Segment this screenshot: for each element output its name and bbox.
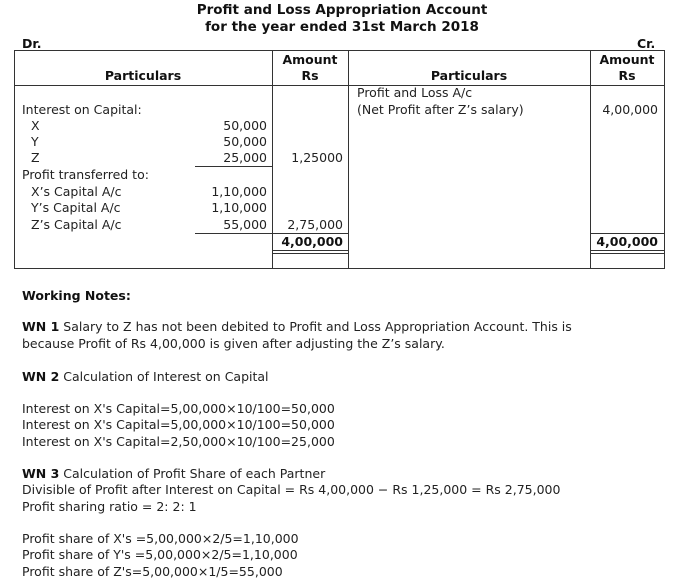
interest-calculation-line: Interest on X's Capital=2,50,000×10/100=25,000: [22, 434, 335, 449]
capital-account-label: Z’s Capital A/c: [31, 217, 122, 232]
capital-account-amount: 1,10,000: [211, 200, 267, 215]
capital-account-label: Y’s Capital A/c: [31, 200, 121, 215]
capital-account-amount: 55,000: [223, 217, 267, 232]
interest-partner: X: [31, 118, 40, 133]
interest-partner: Z: [31, 150, 40, 165]
right-particulars-note: (Net Profit after Z’s salary): [357, 102, 524, 117]
divisible-profit-line: Divisible of Profit after Interest on Capital = Rs 4,00,000 − Rs 1,25,000 = Rs 2,75,000: [22, 482, 561, 497]
cr-label: Cr.: [637, 36, 656, 51]
right-grand-total: 4,00,000: [596, 234, 658, 249]
wn2-label: WN 2: [22, 369, 60, 384]
profit-share-line: Profit share of Z's=5,00,000×1/5=55,000: [22, 564, 283, 579]
wn1-label: WN 1: [22, 319, 60, 334]
left-particulars-header: Particulars: [104, 68, 182, 83]
profit-sharing-ratio-line: Profit sharing ratio = 2: 2: 1: [22, 499, 197, 514]
wn3-line: [22, 466, 325, 483]
profit-total: 2,75,000: [287, 217, 343, 232]
dr-label: Dr.: [22, 36, 42, 51]
account-subtitle: for the year ended 31st March 2018: [205, 19, 479, 35]
right-particulars-header: Particulars: [430, 68, 508, 83]
right-amount: 4,00,000: [602, 102, 658, 117]
wn2-text: Calculation of Interest on Capital: [59, 369, 269, 384]
left-amount-header: Amount: [282, 52, 338, 67]
interest-amount: 50,000: [223, 134, 267, 149]
capital-account-amount: 1,10,000: [211, 184, 267, 199]
capital-account-label: X’s Capital A/c: [31, 184, 122, 199]
wn1-text-continued: because Profit of Rs 4,00,000 is given after adjusting the Z’s salary.: [22, 336, 445, 351]
profit-transferred-label: Profit transferred to:: [22, 167, 149, 182]
wn3-label: WN 3: [22, 466, 60, 481]
interest-on-capital-label: Interest on Capital:: [22, 102, 142, 117]
working-notes-heading: Working Notes:: [22, 288, 131, 303]
interest-partner: Y: [31, 134, 39, 149]
right-amount-header: Amount: [599, 52, 655, 67]
account-title: Profit and Loss Appropriation Account: [196, 2, 488, 18]
left-grand-total: 4,00,000: [281, 234, 343, 249]
right-amount-currency: Rs: [618, 68, 636, 83]
profit-share-line: Profit share of X's =5,00,000×2/5=1,10,000: [22, 531, 299, 546]
interest-amount: 25,000: [223, 150, 267, 165]
interest-calculation-line: Interest on X's Capital=5,00,000×10/100=50,000: [22, 401, 335, 416]
wn3-text: Calculation of Profit Share of each Partner: [59, 466, 326, 481]
wn2-line: [22, 369, 269, 386]
right-particulars-line: Profit and Loss A/c: [357, 85, 473, 100]
interest-amount: 50,000: [223, 118, 267, 133]
left-amount-currency: Rs: [301, 68, 319, 83]
wn1-text: Salary to Z has not been debited to Profit and Loss Appropriation Account. This is: [59, 319, 572, 334]
interest-total: 1,25000: [291, 150, 343, 165]
wn1-line: [22, 319, 572, 336]
profit-share-line: Profit share of Y's =5,00,000×2/5=1,10,000: [22, 547, 298, 562]
interest-calculation-line: Interest on X's Capital=5,00,000×10/100=50,000: [22, 417, 335, 432]
